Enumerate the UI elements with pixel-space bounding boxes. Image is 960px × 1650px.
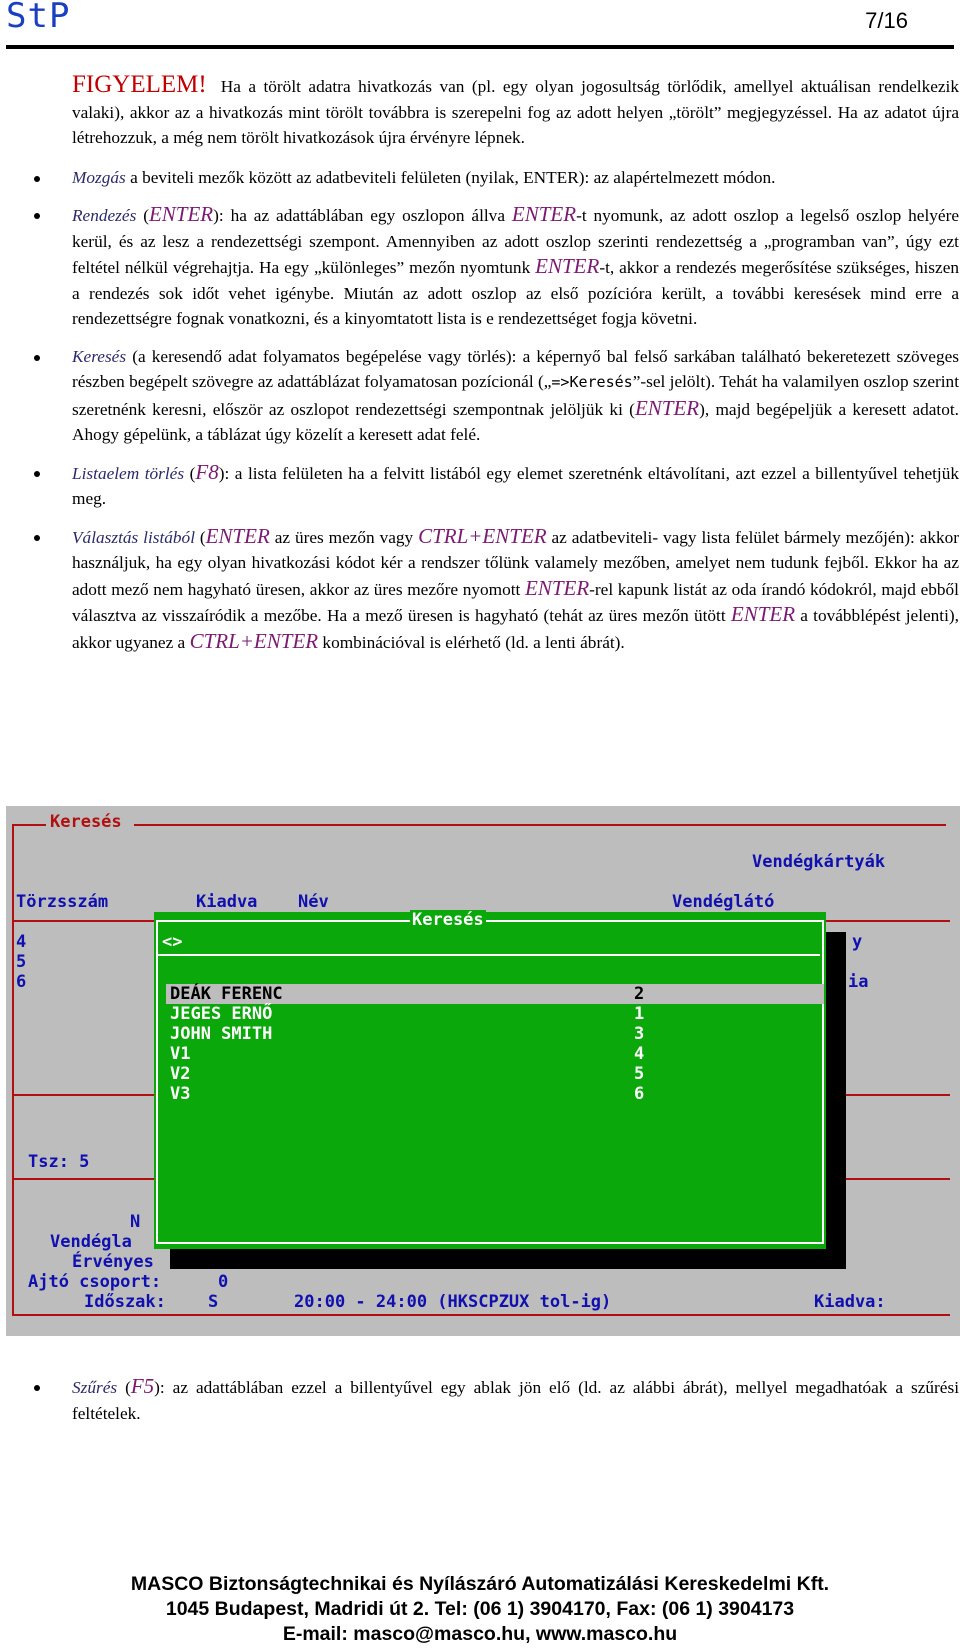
term: Szűrés <box>72 1378 118 1397</box>
list-item-code[interactable]: 6 <box>634 1084 645 1104</box>
ajto-label: Ajtó csoport: <box>28 1272 162 1292</box>
dialog-border <box>156 920 824 1244</box>
item-text: ), majd begépeljük a keresett adatot. Ahogy gépelünk, a táblázat úgy közelít a keresett adat felé. <box>72 399 959 444</box>
key-label: ENTER <box>634 395 700 420</box>
idoszak-label: Időszak: <box>84 1292 166 1312</box>
list-item <box>72 165 959 191</box>
term: Keresés <box>72 346 127 366</box>
frame-title: Keresés <box>50 812 122 832</box>
document-body-continued <box>72 1374 959 1438</box>
key-label: ENTER <box>525 575 590 600</box>
idoszak-value: S <box>208 1292 219 1312</box>
item-text: ): ha az adattáblában egy oszlopon állva <box>213 206 512 225</box>
search-dialog[interactable] <box>154 912 826 1249</box>
time-range: 20:00 - 24:00 (HKSCPZUX tol-ig) <box>294 1292 612 1312</box>
logo: StP <box>6 0 71 36</box>
item-text: -t, akkor a rendezés megerősítése szükséges, hiszen a rendezés sok időt vehet igénybe. Miután az adott oszlop az első pozícióra került, a további keresések mind erre a rendezettségre fognak vonatkozni, és a kinyomtatott lista is e rendezettséget fogja követni. <box>72 258 960 328</box>
frame-top-line <box>12 824 46 826</box>
frame-bottom-line <box>12 1314 950 1316</box>
key-label: ENTER <box>535 254 600 278</box>
item-text: ( <box>184 463 196 483</box>
item-text: -t nyomunk, az adott oszlop a legelső oszlop helyére kerül, és az lesz a rendezettségi szempont. Amennyiben az adott oszlop szerinti rendezettség a „programban van”, úgy ezt feltétel nélkül végrehajtja. Ha egy „különleges” mezőn nyomtunk <box>72 206 960 277</box>
tsz-label: Tsz: 5 <box>28 1152 90 1172</box>
header-rule <box>6 45 954 49</box>
list-item <box>72 344 959 448</box>
term: Rendezés <box>72 206 137 225</box>
document-body <box>72 72 959 667</box>
item-text: -rel kapunk listát az oda írandó kódokról, majd ebből választva az visszaíródik a mezőbe. Ha a mező üresen is hagyható (tehát az üres mezőn ütött <box>72 579 959 625</box>
list-item-code[interactable]: 4 <box>634 1044 645 1064</box>
list-item-code[interactable]: 1 <box>634 1004 645 1024</box>
list-item-name[interactable]: JOHN SMITH <box>170 1024 273 1044</box>
table-row[interactable]: 4 <box>16 932 27 952</box>
list-item-code[interactable]: 5 <box>634 1064 645 1084</box>
list-item-name[interactable]: V1 <box>170 1044 191 1064</box>
key-label: CTRL+ENTER <box>418 523 547 548</box>
footer-company: MASCO Biztonságtechnikai és Nyílászáró Automatizálási Kereskedelmi Kft. <box>130 1573 830 1595</box>
footer-contact: E-mail: masco@masco.hu, www.masco.hu <box>282 1623 678 1645</box>
partial-label: N <box>130 1212 141 1232</box>
search-marker: =>Keresés <box>551 373 633 391</box>
dialog-divider <box>158 954 820 956</box>
column-header-kiadva[interactable]: Kiadva <box>196 892 258 912</box>
warning-label: FIGYELEM! <box>72 71 207 98</box>
key-label: ENTER <box>511 202 577 226</box>
list-item <box>72 1374 959 1426</box>
partial-cell: ia <box>848 972 869 992</box>
search-input[interactable]: <> <box>162 932 183 952</box>
key-label: ENTER <box>730 602 796 626</box>
list-item <box>72 460 959 512</box>
vendegla-label: Vendégla <box>50 1232 132 1252</box>
table-row[interactable]: 5 <box>16 952 27 972</box>
table-row[interactable]: 6 <box>16 972 27 992</box>
key-label: ENTER <box>148 202 214 226</box>
dialog-shadow <box>170 1249 846 1269</box>
item-text: ”-sel jelölt). Tehát ha valamilyen oszlop szerint szeretnénk keresni, először az oszlopot rendezettségi szempontnak jelöljük ki ( <box>72 372 959 419</box>
dialog-shadow <box>826 932 846 1249</box>
term: Mozgás <box>72 167 126 187</box>
item-text: a továbblépést jelenti), akkor ugyanez a <box>72 606 959 652</box>
kiadva-label: Kiadva: <box>814 1292 886 1312</box>
window-title: Vendégkártyák <box>752 852 886 872</box>
item-text: ( <box>117 1378 131 1397</box>
item-text: (a keresendő adat folyamatos begépelése vagy törlés): a képernyő bal felső sarkában található bekeretezett szöveges részben begépelt szövegre az adattáblázat folyamatosan pozícionál („ <box>72 346 959 391</box>
item-text: ): az adattáblában ezzel a billentyűvel egy ablak jön elő (ld. az alábbi ábrát), mellyel megadhatóak a szűrési feltételek. <box>72 1378 959 1423</box>
list-item-code[interactable]: 2 <box>634 984 645 1004</box>
ervenyes-label: Érvényes <box>72 1252 154 1272</box>
partial-cell: y <box>852 932 863 952</box>
item-text: a beviteli mezők között az adatbeviteli felületen (nyilak, ENTER): az alapértelmezett módon. <box>125 167 776 187</box>
item-text: az üres mezőn vagy <box>269 527 419 547</box>
key-label: F8 <box>195 459 219 484</box>
page-number: 7/16 <box>865 8 908 33</box>
column-header-torzsszam[interactable]: Törzsszám <box>16 892 109 912</box>
column-header-nev[interactable]: Név <box>298 892 329 912</box>
key-label: CTRL+ENTER <box>189 628 319 653</box>
column-header-vendeglato[interactable]: Vendéglátó <box>672 892 775 912</box>
dialog-title: Keresés <box>412 910 484 930</box>
item-text: kombinációval is elérhető (ld. a lenti ábrát). <box>318 632 625 652</box>
item-text: ( <box>136 206 149 225</box>
list-item <box>72 524 959 656</box>
list-item-name[interactable]: V3 <box>170 1084 191 1104</box>
footer-address: 1045 Budapest, Madridi út 2. Tel: (06 1) 3904170, Fax: (06 1) 3904173 <box>165 1598 795 1620</box>
dos-screenshot <box>6 806 960 1336</box>
term: Listaelem törlés <box>72 463 185 483</box>
warning-paragraph <box>72 72 959 151</box>
list-item-name[interactable]: V2 <box>170 1064 191 1084</box>
term: Választás listából <box>72 527 195 547</box>
list-item-name[interactable]: JEGES ERNŐ <box>170 1004 273 1024</box>
key-label: F5 <box>130 1374 155 1398</box>
item-text: az adatbeviteli- vagy lista felület bármely mezőjén): akkor használjuk, ha egy olyan hivatkozási kódot kér a rendszer tőlünk valamely mezőben, amelyet nem tudunk fejből. Ekkor ha az adott mező nem hagyható üresen, akkor az üres mezőre nyomott <box>72 527 960 599</box>
item-text: ): a lista felületen ha a felvitt listából egy elemet szeretnénk eltávolítani, azt ezzel a billentyűvel tehetjük meg. <box>72 463 960 508</box>
frame-left-line <box>12 824 14 1316</box>
list-item <box>72 202 959 332</box>
warning-text: Ha a törölt adatra hivatkozás van (pl. egy olyan jogosultság törlődik, amellyel aktuálisan rendelkezik valaki), akkor az a hivatkozás mint törölt továbbra is szerepelni fog az adott helyen „törölt” megjegyzéssel. Ha az adatot újra létrehozzuk, a még nem törölt hivatkozások újra érvényre lépnek. <box>72 77 959 147</box>
list-item-name[interactable]: DEÁK FERENC <box>170 984 283 1004</box>
list-item-code[interactable]: 3 <box>634 1024 645 1044</box>
ajto-value: 0 <box>218 1272 229 1292</box>
item-text: ( <box>195 527 206 547</box>
frame-top-line <box>134 824 946 826</box>
key-label: ENTER <box>205 523 270 548</box>
